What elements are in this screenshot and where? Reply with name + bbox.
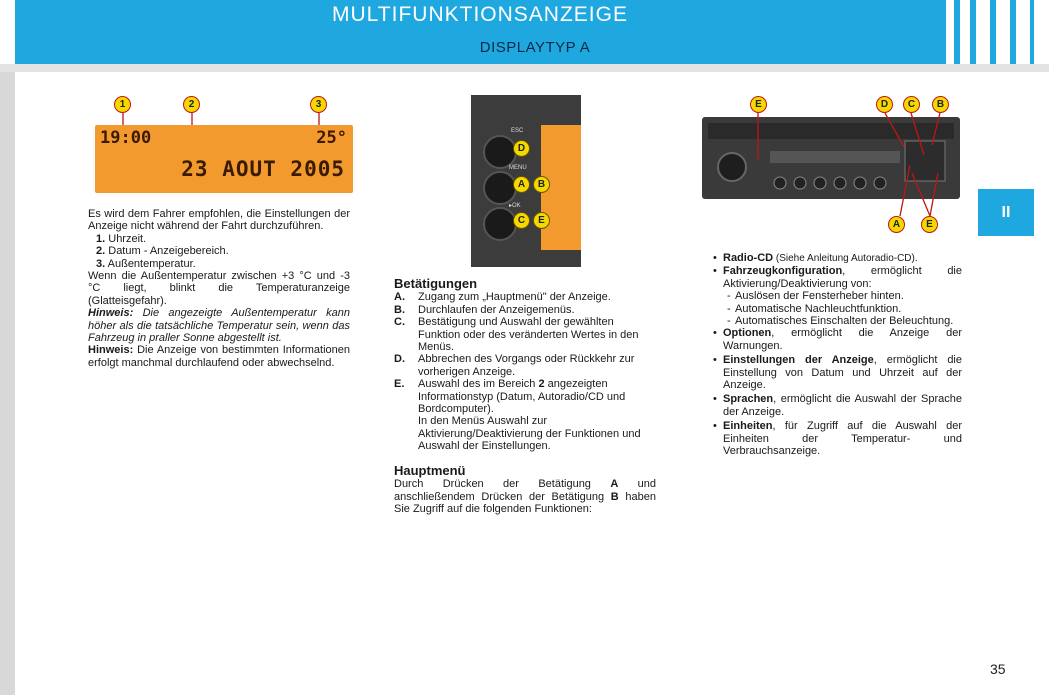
callout-c: C [513,212,530,229]
sub-item: - Automatische Nachleuchtfunktion. [727,302,902,315]
photo-knob-3 [483,207,517,241]
label-esc: ESC [511,128,524,134]
menu-optionen: • Optionen, ermöglicht die Anzeige der Warnungen. [713,327,962,352]
hauptmenue-text: Durch Drücken der Betätigung A und anschließendem Drücken der Betätigung B haben Sie Zugriff auf die folgenden Funktionen: [394,478,656,515]
temp-text: Wenn die Außentemperatur zwischen +3 °C und -3 °C liegt, blinkt die Temperaturanzeige (Glatteisgefahr). [88,270,350,307]
lcd-date: 23 AOUT 2005 [181,157,345,181]
intro-text: Es wird dem Fahrer empfohlen, die Einstellungen der Anzeige nicht während der Fahrt durchzuführen. [88,208,350,233]
radio-illustration [700,95,962,240]
callout-e: E [533,212,550,229]
header-divider [0,64,1049,72]
callout-radio-c: C [903,96,920,113]
photo-knob-1 [483,135,517,169]
callout-d: D [513,140,530,157]
lcd-screen [95,125,353,193]
page-number: 35 [990,661,1006,677]
page-subtitle: DISPLAYTYP A [479,39,591,56]
middle-column [394,278,656,515]
legend-item: 2. Datum - Anzeigebereich. [96,245,229,258]
heading-betaetigungen: Betätigungen [394,276,478,291]
list-item: D. Abbrechen des Vorgangs oder Rückkehr zur vorherigen Anzeige. [394,353,635,378]
menu-radio-cd: • Radio-CD (Siehe Anleitung Autoradio-CD). [713,252,918,264]
sub-item: - Automatisches Einschalten der Beleuchtung. [727,315,954,328]
menu-einstellungen: • Einstellungen der Anzeige, ermöglicht die Einstellung von Datum und Uhrzeit auf der Anzeige. [713,354,962,392]
display-legend [88,233,350,270]
page-title: MULTIFUNKTIONSANZEIGE [332,3,628,26]
callout-b: B [533,176,550,193]
list-item: B. Durchlaufen der Anzeigemenüs. [394,303,575,316]
label-ok: ▸OK [509,203,521,209]
menu-einheiten: • Einheiten, für Zugriff auf die Auswahl der Einheiten der Temperatur- und Verbrauchsanzeige. [713,420,962,458]
hint-2: Hinweis: Die Anzeige von bestimmten Informationen erfolgt manchmal durchlaufend oder abwechselnd. [88,344,350,369]
callout-radio-e2: E [921,216,938,233]
left-margin-panel [0,64,15,695]
callout-2: 2 [183,96,200,113]
buttons-photo [471,95,581,267]
list-item: E. Auswahl des im Bereich 2 angezeigten Informationstyp (Datum, Autoradio/CD und Bordcomputer). In den Menüs Auswahl zur Aktivierung/Deaktivierung der Funktionen und Auswahl der Einstellungen. [394,378,641,453]
controls-list [394,291,656,452]
left-column [88,208,350,369]
list-item: A. Zugang zum „Hauptmenü" der Anzeige. [394,291,611,304]
lcd-time: 19:00 [100,128,152,148]
sub-item: - Auslösen der Fensterheber hinten. [727,290,904,303]
header-stripes [946,0,1030,64]
list-item: C. Bestätigung und Auswahl der gewählten Funktion oder des veränderten Wertes in den Menüs. [394,316,639,354]
right-column [713,252,962,458]
chapter-tab: II [978,189,1034,236]
lcd-temp: 25° [316,128,347,148]
callout-radio-e: E [750,96,767,113]
menu-sprachen: • Sprachen, ermöglicht die Auswahl der Sprache der Anzeige. [713,393,962,418]
callout-radio-d: D [876,96,893,113]
heading-hauptmenue: Hauptmenü [394,462,466,478]
legend-item: 3. Außentemperatur. [96,257,196,270]
callout-1: 1 [114,96,131,113]
legend-item: 1. Uhrzeit. [96,232,147,245]
page-header [15,0,1034,64]
photo-knob-2 [483,171,517,205]
hint-1: Hinweis: Die angezeigte Außentemperatur kann höher als die tatsächliche Temperatur sein, wenn das Fahrzeug in praller Sonne abgestellt ist. [88,307,350,345]
display-illustration [95,95,355,200]
label-menu: MENU [509,165,527,171]
callout-radio-b: B [932,96,949,113]
callout-a: A [513,176,530,193]
menu-fahrzeugkonfiguration: • Fahrzeugkonfiguration, ermöglicht die Aktivierung/Deaktivierung von: [713,265,962,290]
callout-radio-a: A [888,216,905,233]
callout-3: 3 [310,96,327,113]
